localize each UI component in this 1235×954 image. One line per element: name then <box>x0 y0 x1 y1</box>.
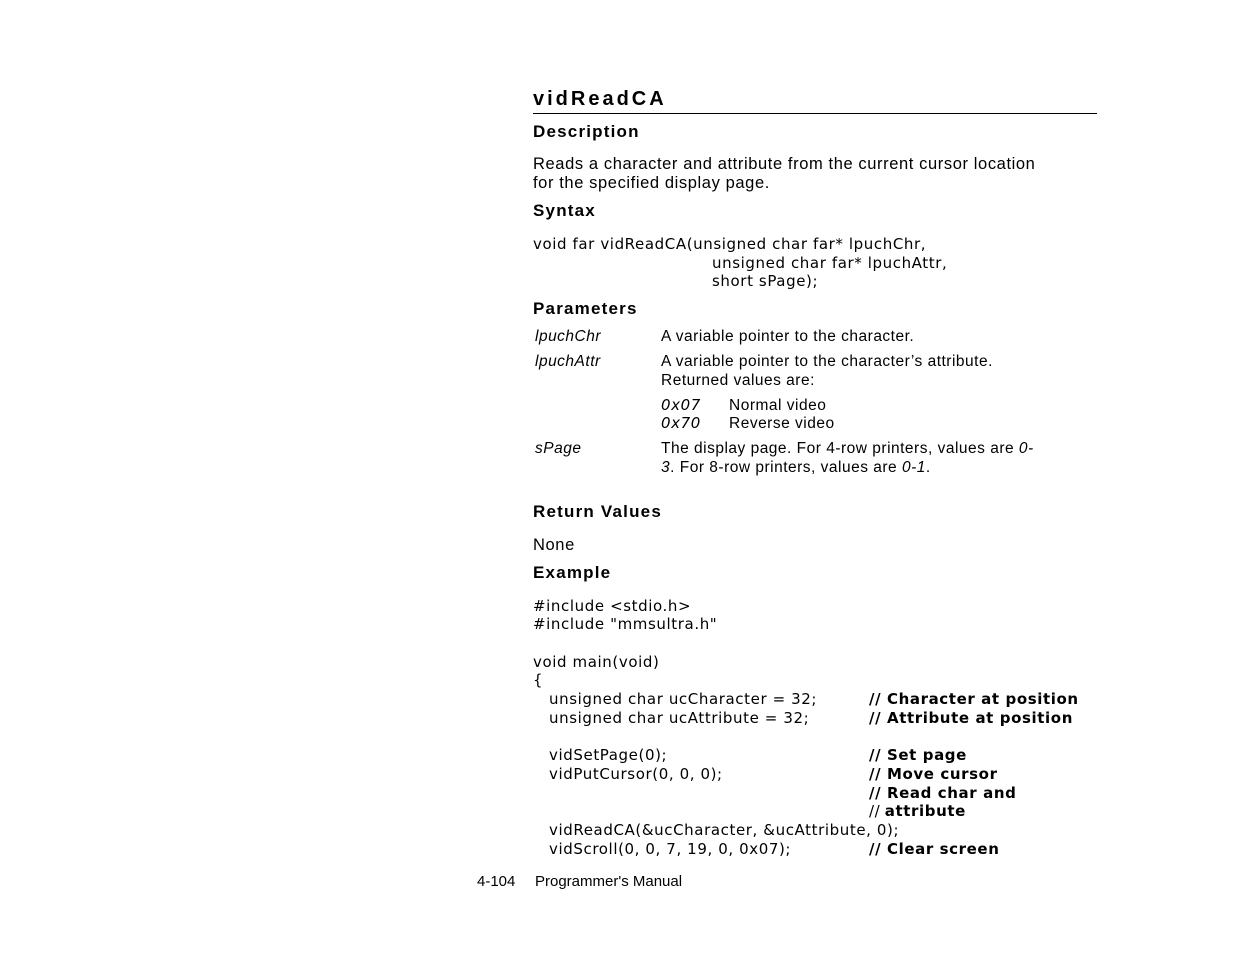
code-line: vidScroll(0, 0, 7, 19, 0, 0x07); <box>549 840 792 858</box>
page-title: vidReadCA <box>533 88 667 110</box>
syntax-line-3: short sPage); <box>712 272 819 290</box>
title-rule <box>533 113 1097 114</box>
footer-manual-title: Programmer's Manual <box>535 873 683 890</box>
code-line: vidSetPage(0); <box>549 746 668 764</box>
syntax-heading: Syntax <box>533 201 596 220</box>
code-line: #include <stdio.h> <box>533 597 692 615</box>
return-values-heading: Return Values <box>533 502 662 521</box>
code-line: { <box>533 671 544 689</box>
param-description-cont: 3. For 8-row printers, values are 0-1. <box>661 459 931 476</box>
code-comment: // Character at position <box>869 690 1079 708</box>
code-line: unsigned char ucAttribute = 32; <box>549 709 810 727</box>
description-heading: Description <box>533 122 640 141</box>
code-comment: // attribute <box>869 802 966 820</box>
param-name: lpuchChr <box>535 328 602 345</box>
param-name: sPage <box>535 440 582 457</box>
footer-page-number: 4-104 <box>477 873 516 890</box>
example-heading: Example <box>533 563 612 582</box>
syntax-line-1: void far vidReadCA(unsigned char far* lpuchChr, <box>533 235 927 253</box>
param-description: A variable pointer to the character’s attribute. <box>661 353 993 370</box>
return-value: None <box>533 536 575 554</box>
attr-value-label: Reverse video <box>729 415 835 432</box>
attr-value-code: 0x07 <box>661 396 701 414</box>
attr-value-label: Normal video <box>729 397 827 414</box>
code-comment: // Attribute at position <box>869 709 1073 727</box>
code-comment: // Read char and <box>869 784 1017 802</box>
param-description: The display page. For 4-row printers, values are 0- <box>661 440 1034 457</box>
param-description: A variable pointer to the character. <box>661 328 915 345</box>
code-line: unsigned char ucCharacter = 32; <box>549 690 818 708</box>
code-comment: // Set page <box>869 746 967 764</box>
description-line-2: for the specified display page. <box>533 174 770 192</box>
code-line: void main(void) <box>533 653 660 671</box>
description-line-1: Reads a character and attribute from the current cursor location <box>533 155 1036 173</box>
code-comment: // Move cursor <box>869 765 998 783</box>
code-comment: // Clear screen <box>869 840 1000 858</box>
parameters-heading: Parameters <box>533 299 638 318</box>
attr-value-code: 0x70 <box>661 414 701 432</box>
code-line: vidReadCA(&ucCharacter, &ucAttribute, 0); <box>549 821 900 839</box>
syntax-line-2: unsigned char far* lpuchAttr, <box>712 254 948 272</box>
code-line: #include "mmsultra.h" <box>533 615 718 633</box>
param-name: lpuchAttr <box>535 353 601 370</box>
param-description-cont: Returned values are: <box>661 372 815 389</box>
code-line: vidPutCursor(0, 0, 0); <box>549 765 723 783</box>
